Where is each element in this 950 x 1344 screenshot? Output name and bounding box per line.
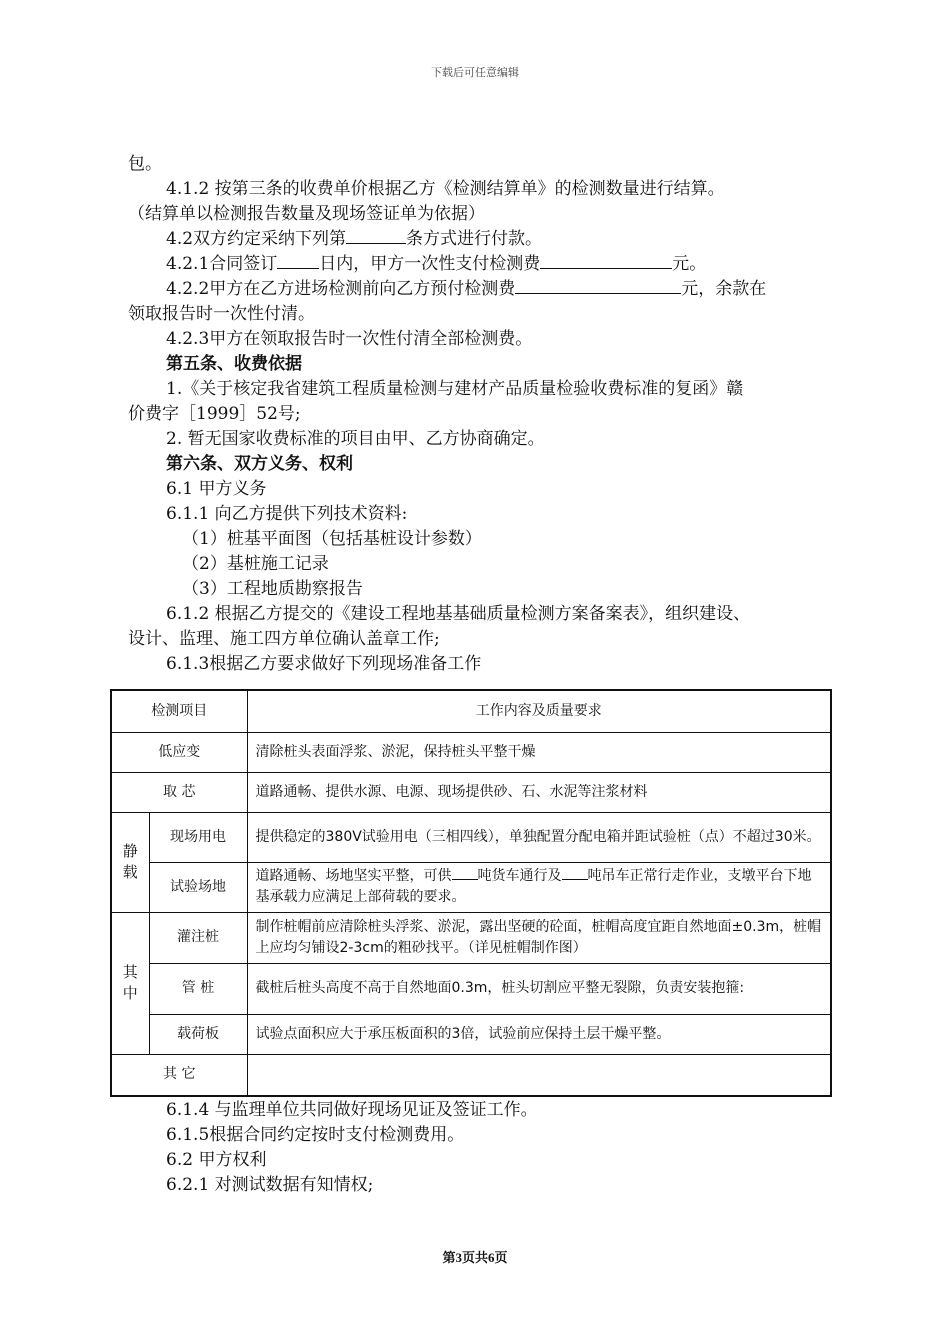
days-blank[interactable] <box>277 253 319 269</box>
paragraph: （3）工程地质勘察报告 <box>182 579 363 599</box>
req-bored-pile: 制作桩帽前应清除桩头浮浆、淤泥，露出坚硬的砼面，桩帽高度宜距自然地面±0.3m，桩帽上应均匀铺设2-3cm的粗砂找平。（详见桩帽制作图） <box>247 912 831 963</box>
document-body <box>128 152 840 677</box>
top-paragraphs <box>128 152 840 227</box>
paragraph: 6.1.4 与监理单位共同做好现场见证及签证工作。 <box>166 1100 538 1120</box>
req-test-site: 道路通畅、场地坚实平整，可供 吨货车通行及 吨吊车正常行走作业，支墩平台下地基承载力应满足上部荷载的要求。 <box>247 862 831 912</box>
req-low-strain: 清除桩头表面浮浆、淤泥，保持桩头平整干燥 <box>247 732 831 772</box>
paragraph: 4.1.2 按第三条的收费单价根据乙方《检测结算单》的检测数量进行结算。 <box>166 179 725 199</box>
paragraph: 6.2.1 对测试数据有知情权; <box>166 1175 374 1195</box>
item-other: 其 它 <box>111 1054 247 1096</box>
paragraph: 包。 <box>128 154 162 174</box>
item-site-power: 现场用电 <box>149 812 247 862</box>
item-load-plate: 载荷板 <box>149 1014 247 1054</box>
req-other <box>247 1054 831 1096</box>
header-requirements: 工作内容及质量要求 <box>247 690 831 732</box>
page-number: 第3页共6页 <box>442 1250 508 1265</box>
paragraph: （结算单以检测报告数量及现场签证单为依据） <box>128 204 485 224</box>
payment-clause-4-2-1: 4.2.1合同签订 日内，甲方一次性支付检测费 元。 <box>166 254 707 274</box>
paragraph: 6.1.3根据乙方要求做好下列现场准备工作 <box>166 654 482 674</box>
table-row <box>111 912 831 963</box>
paragraph: 1.《关于核定我省建筑工程质量检测与建材产品质量检验收费标准的复函》赣 <box>166 379 744 399</box>
payment-clause-4-2-2: 4.2.2甲方在乙方进场检测前向乙方预付检测费 元，余款在 <box>166 279 767 299</box>
fee-amount-blank[interactable] <box>540 253 672 269</box>
site-preparation-table <box>110 689 832 1097</box>
paragraph: 第六条、双方义务、权利 <box>166 454 353 474</box>
group-static-load: 静 载 <box>111 812 149 912</box>
table-row <box>111 772 831 812</box>
page-header-note: 下载后可任意编辑 <box>431 66 519 79</box>
payment-clause-4-2-2-cont: 领取报告时一次性付清。 <box>128 304 315 324</box>
req-site-power: 提供稳定的380V试验用电（三相四线），单独配置分配电箱并距试验桩（点）不超过30米。 <box>247 812 831 862</box>
payment-option-blank[interactable] <box>346 228 406 244</box>
paragraph: 6.1.2 根据乙方提交的《建设工程地基基础质量检测方案备案表》，组织建设、 <box>166 604 751 624</box>
prepay-amount-blank[interactable] <box>515 278 681 294</box>
payment-clause-4-2-3: 4.2.3甲方在领取报告时一次性付清全部检测费。 <box>166 329 533 349</box>
paragraph: 第五条、收费依据 <box>166 354 302 374</box>
table-row <box>111 1014 831 1054</box>
truck-tonnage-blank[interactable] <box>452 866 478 880</box>
req-load-plate: 试验点面积应大于承压板面积的3倍，试验前应保持土层干燥平整。 <box>247 1014 831 1054</box>
header-item: 检测项目 <box>111 690 247 732</box>
middle-paragraphs <box>128 352 840 677</box>
document-body-bottom <box>128 1098 840 1198</box>
table-row <box>111 862 831 912</box>
paragraph: 2. 暂无国家收费标准的项目由甲、乙方协商确定。 <box>166 429 545 449</box>
paragraph: 6.1.5根据合同约定按时支付检测费用。 <box>166 1125 465 1145</box>
payment-method-clause: 4.2双方约定采纳下列第 条方式进行付款。 <box>166 229 543 249</box>
paragraph: （1）桩基平面图（包括基桩设计参数） <box>182 529 482 549</box>
paragraph: 6.1 甲方义务 <box>166 479 267 499</box>
item-pipe-pile: 管 桩 <box>149 963 247 1014</box>
table-row <box>111 963 831 1014</box>
table-header-row <box>111 690 831 732</box>
req-pipe-pile: 截桩后桩头高度不高于自然地面0.3m，桩头切割应平整无裂隙，负责安装抱箍: <box>247 963 831 1014</box>
table-row <box>111 812 831 862</box>
req-coring: 道路通畅、提供水源、电源、现场提供砂、石、水泥等注浆材料 <box>247 772 831 812</box>
bottom-paragraphs <box>128 1098 840 1198</box>
item-bored-pile: 灌注桩 <box>149 912 247 963</box>
paragraph: （2）基桩施工记录 <box>182 554 329 574</box>
crane-tonnage-blank[interactable] <box>562 866 588 880</box>
group-among: 其 中 <box>111 912 149 1054</box>
item-test-site: 试验场地 <box>149 862 247 912</box>
item-coring: 取 芯 <box>111 772 247 812</box>
table-row <box>111 732 831 772</box>
paragraph: 6.1.1 向乙方提供下列技术资料: <box>166 504 408 524</box>
paragraph: 价费字［1999］52号; <box>128 404 301 424</box>
table-row <box>111 1054 831 1096</box>
item-low-strain: 低应变 <box>111 732 247 772</box>
paragraph: 6.2 甲方权利 <box>166 1150 267 1170</box>
paragraph: 设计、监理、施工四方单位确认盖章工作; <box>128 629 440 649</box>
